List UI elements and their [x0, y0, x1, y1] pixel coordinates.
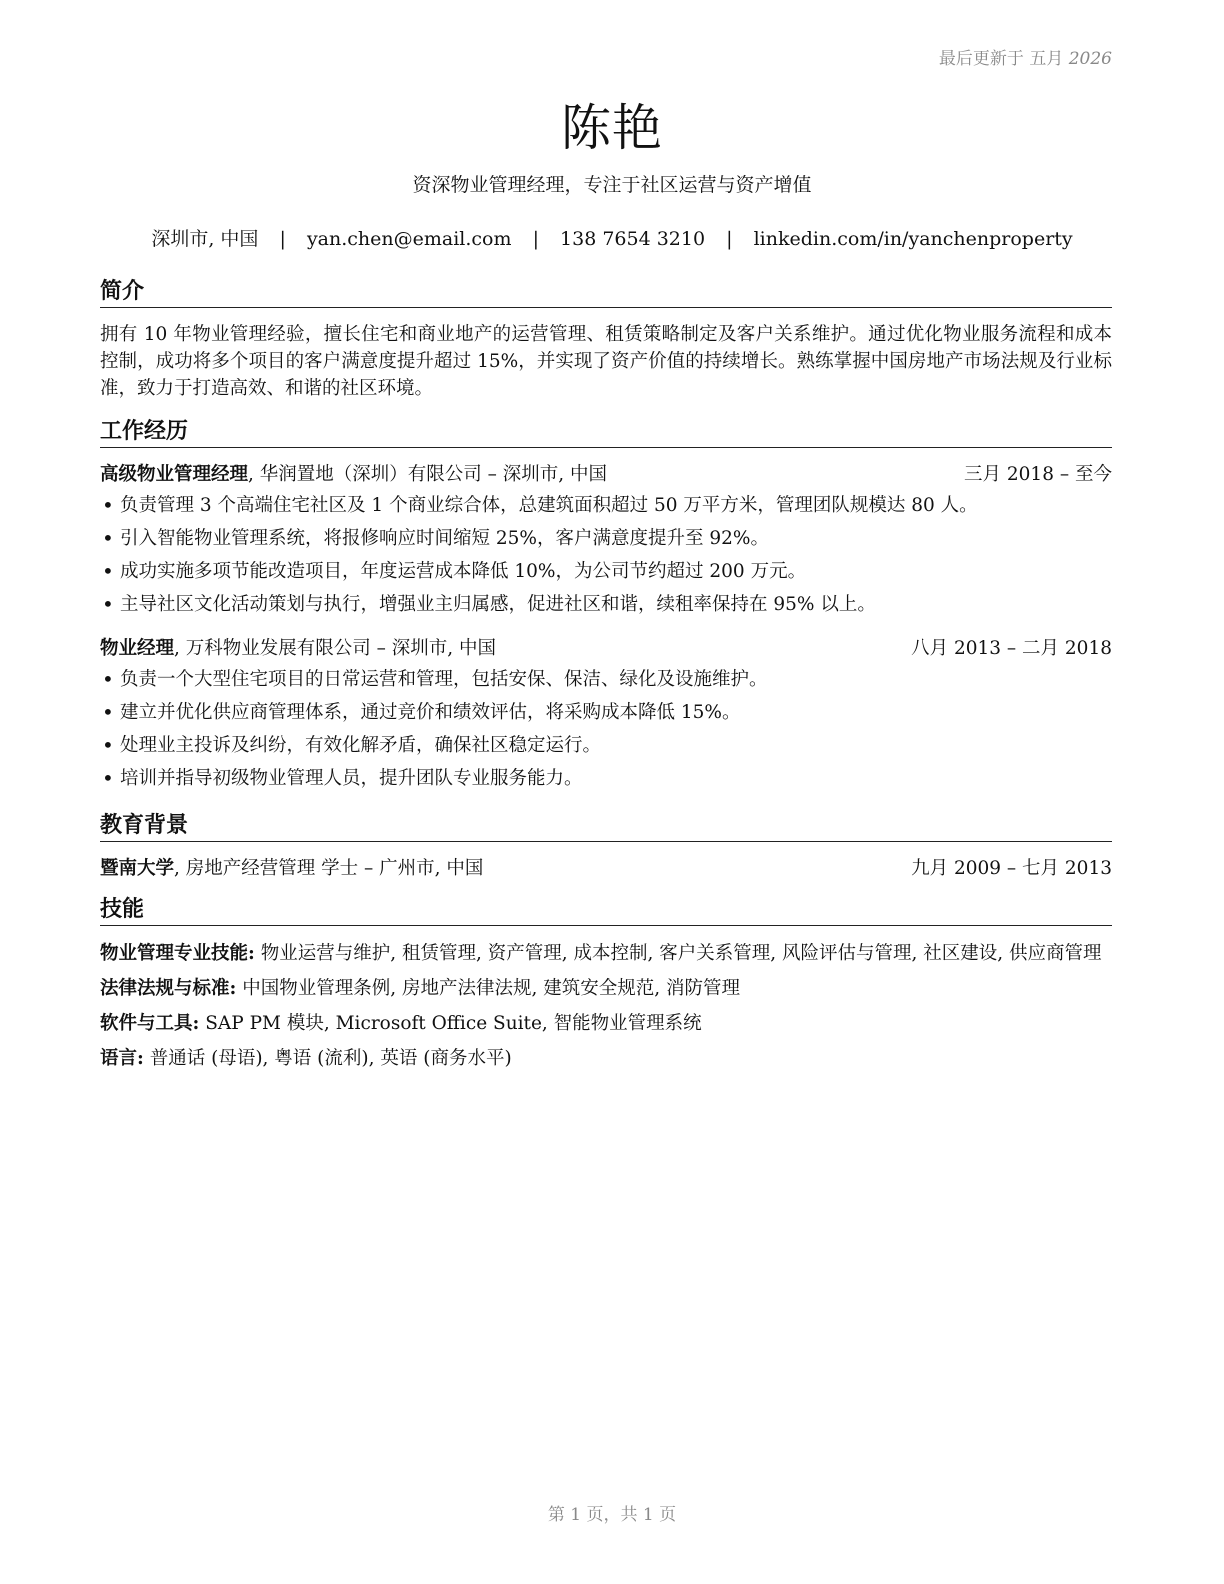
section-title-experience: 工作经历 — [100, 416, 1112, 448]
degree-detail: , 房地产经营管理 学士 – 广州市, 中国 — [174, 858, 484, 879]
job-title: 高级物业管理经理 — [100, 464, 249, 485]
candidate-name: 陈艳 — [561, 99, 663, 157]
list-item: • 负责管理 3 个高端住宅社区及 1 个商业综合体，总建筑面积超过 50 万平方米，管理团队规模达 80 人。 — [100, 492, 1112, 519]
contact-separator: | — [532, 228, 539, 250]
list-item: • 成功实施多项节能改造项目，年度运营成本降低 10%，为公司节约超过 200 万元。 — [100, 558, 1112, 585]
job-bullets — [100, 666, 1112, 792]
skill-label: 软件与工具: — [100, 1013, 200, 1034]
contact-separator: | — [279, 228, 286, 250]
skill-row — [100, 1045, 1112, 1072]
last-updated — [939, 44, 1112, 69]
skill-row — [100, 975, 1112, 1002]
education-dates: 九月 2009 – 七月 2013 — [911, 858, 1112, 879]
list-item: • 主导社区文化活动策划与执行，增强业主归属感，促进社区和谐，续租率保持在 95% 以上。 — [100, 591, 1112, 618]
contact-location: 深圳市, 中国 — [151, 228, 259, 250]
list-item: • 建立并优化供应商管理体系，通过竞价和绩效评估，将采购成本降低 15%。 — [100, 699, 1112, 726]
experience-header — [100, 462, 1112, 488]
skill-row — [100, 940, 1112, 967]
experience-entry — [100, 462, 1112, 618]
skill-value: 中国物业管理条例, 房地产法律法规, 建筑安全规范, 消防管理 — [236, 978, 741, 999]
experience-entry — [100, 636, 1112, 792]
education-entry — [100, 856, 1112, 882]
skill-value: 物业运营与维护, 租赁管理, 资产管理, 成本控制, 客户关系管理, 风险评估与管理, 社区建设, 供应商管理 — [254, 943, 1102, 964]
skill-label: 法律法规与标准: — [100, 978, 237, 999]
skill-value: SAP PM 模块, Microsoft Office Suite, 智能物业管理系统 — [199, 1013, 702, 1034]
list-item: • 培训并指导初级物业管理人员，提升团队专业服务能力。 — [100, 765, 1112, 792]
section-title-summary: 简介 — [100, 276, 1112, 308]
skill-label: 语言: — [100, 1048, 144, 1069]
school-name: 暨南大学 — [100, 858, 175, 879]
last-updated-year: 2026 — [1068, 49, 1112, 69]
skill-value: 普通话 (母语), 粤语 (流利), 英语 (商务水平) — [143, 1048, 512, 1069]
job-dates: 三月 2018 – 至今 — [964, 464, 1112, 485]
job-bullets — [100, 492, 1112, 618]
list-item: • 处理业主投诉及纠纷，有效化解矛盾，确保社区稳定运行。 — [100, 732, 1112, 759]
list-item: • 引入智能物业管理系统，将报修响应时间缩短 25%，客户满意度提升至 92%。 — [100, 525, 1112, 552]
section-title-education: 教育背景 — [100, 810, 1112, 842]
list-item: • 负责一个大型住宅项目的日常运营和管理，包括安保、保洁、绿化及设施维护。 — [100, 666, 1112, 693]
page-number: 第 1 页，共 1 页 — [547, 1505, 677, 1525]
job-org: , 华润置地（深圳）有限公司 – 深圳市, 中国 — [248, 464, 608, 485]
contact-line — [0, 224, 1224, 251]
contact-separator: | — [726, 228, 733, 250]
last-updated-label: 最后更新于 五月 — [938, 49, 1064, 69]
job-org: , 万科物业发展有限公司 – 深圳市, 中国 — [174, 638, 497, 659]
skill-row — [100, 1010, 1112, 1037]
contact-email[interactable]: yan.chen@email.com — [306, 228, 512, 250]
tagline: 资深物业管理经理，专注于社区运营与资产增值 — [412, 174, 812, 196]
job-dates: 八月 2013 – 二月 2018 — [911, 638, 1112, 659]
contact-phone: 138 7654 3210 — [560, 228, 706, 250]
summary-text: 拥有 10 年物业管理经验，擅长住宅和商业地产的运营管理、租赁策略制定及客户关系维护。通过优化物业服务流程和成本控制，成功将多个项目的客户满意度提升超过 15%，并实现了资产价值的持续增长。熟练掌握中国房地产市场法规及行业标准，致力于打造高效、和谐的社区环境。 — [100, 324, 1112, 399]
experience-header — [100, 636, 1112, 662]
contact-linkedin[interactable]: linkedin.com/in/yanchenproperty — [753, 228, 1073, 250]
section-title-skills: 技能 — [100, 894, 1112, 926]
resume-body — [100, 276, 1112, 1080]
skill-label: 物业管理专业技能: — [100, 943, 255, 964]
job-title: 物业经理 — [100, 638, 175, 659]
